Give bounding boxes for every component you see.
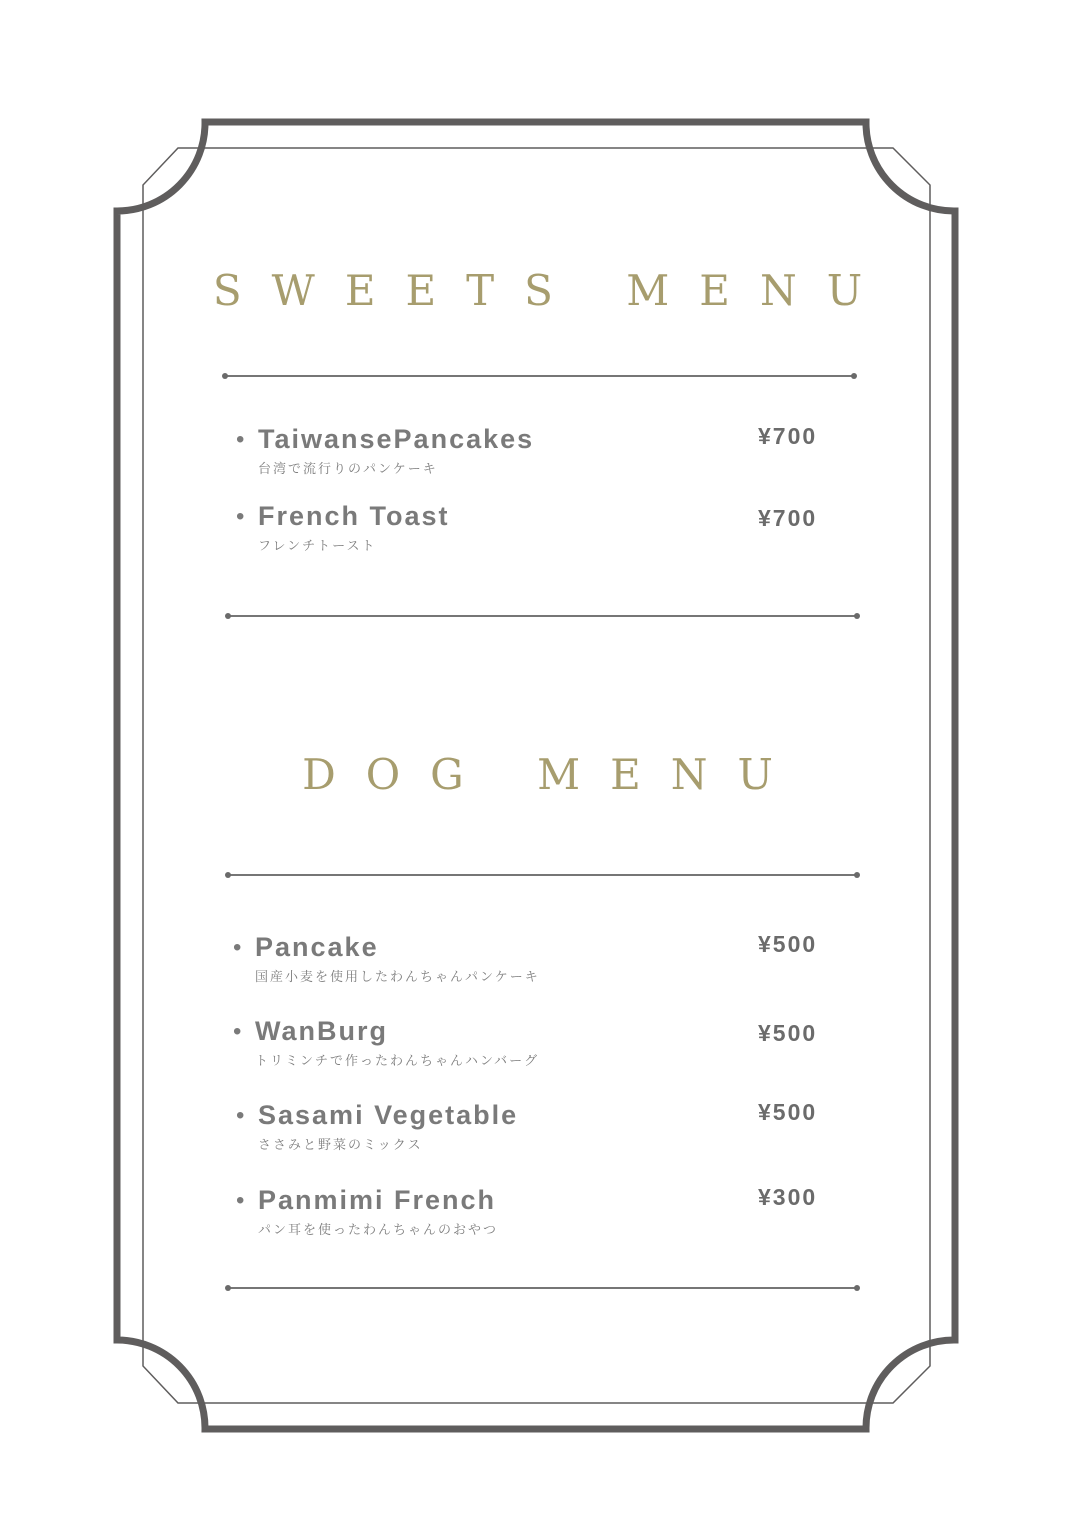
item-subtitle: トリミンチで作ったわんちゃんハンバーグ bbox=[255, 1054, 540, 1069]
sweets-menu-title: SWEETS MENU bbox=[212, 266, 893, 315]
menu-item bbox=[233, 1016, 833, 1076]
item-subtitle: 台湾で流行りのパンケーキ bbox=[258, 462, 438, 477]
bullet-icon: • bbox=[236, 503, 245, 530]
item-subtitle: フレンチトースト bbox=[258, 539, 377, 554]
menu-item bbox=[233, 932, 833, 992]
menu-item bbox=[236, 501, 836, 561]
menu-item bbox=[236, 424, 836, 484]
divider bbox=[228, 874, 857, 876]
menu-item bbox=[236, 1100, 836, 1160]
item-price: ¥300 bbox=[758, 1184, 818, 1210]
item-price: ¥700 bbox=[758, 505, 818, 531]
item-price: ¥500 bbox=[758, 931, 818, 957]
divider bbox=[228, 615, 857, 617]
dog-menu-title: DOG MENU bbox=[302, 750, 803, 799]
item-name: French Toast bbox=[258, 501, 450, 531]
item-name: WanBurg bbox=[255, 1016, 388, 1046]
bullet-icon: • bbox=[233, 1018, 242, 1045]
bullet-icon: • bbox=[236, 426, 245, 453]
item-price: ¥500 bbox=[758, 1020, 818, 1046]
bullet-icon: • bbox=[233, 934, 242, 961]
item-subtitle: パン耳を使ったわんちゃんのおやつ bbox=[258, 1223, 499, 1238]
item-name: Sasami Vegetable bbox=[258, 1100, 519, 1130]
menu-item bbox=[236, 1185, 836, 1245]
item-name: Panmimi French bbox=[258, 1185, 497, 1215]
item-price: ¥700 bbox=[758, 423, 818, 449]
item-name: TaiwansePancakes bbox=[258, 424, 535, 454]
item-subtitle: 国産小麦を使用したわんちゃんパンケーキ bbox=[255, 970, 540, 985]
item-name: Pancake bbox=[255, 932, 379, 962]
bullet-icon: • bbox=[236, 1102, 245, 1129]
divider bbox=[225, 375, 854, 377]
divider bbox=[228, 1287, 857, 1289]
item-subtitle: ささみと野菜のミックス bbox=[258, 1138, 423, 1153]
item-price: ¥500 bbox=[758, 1099, 818, 1125]
bullet-icon: • bbox=[236, 1187, 245, 1214]
